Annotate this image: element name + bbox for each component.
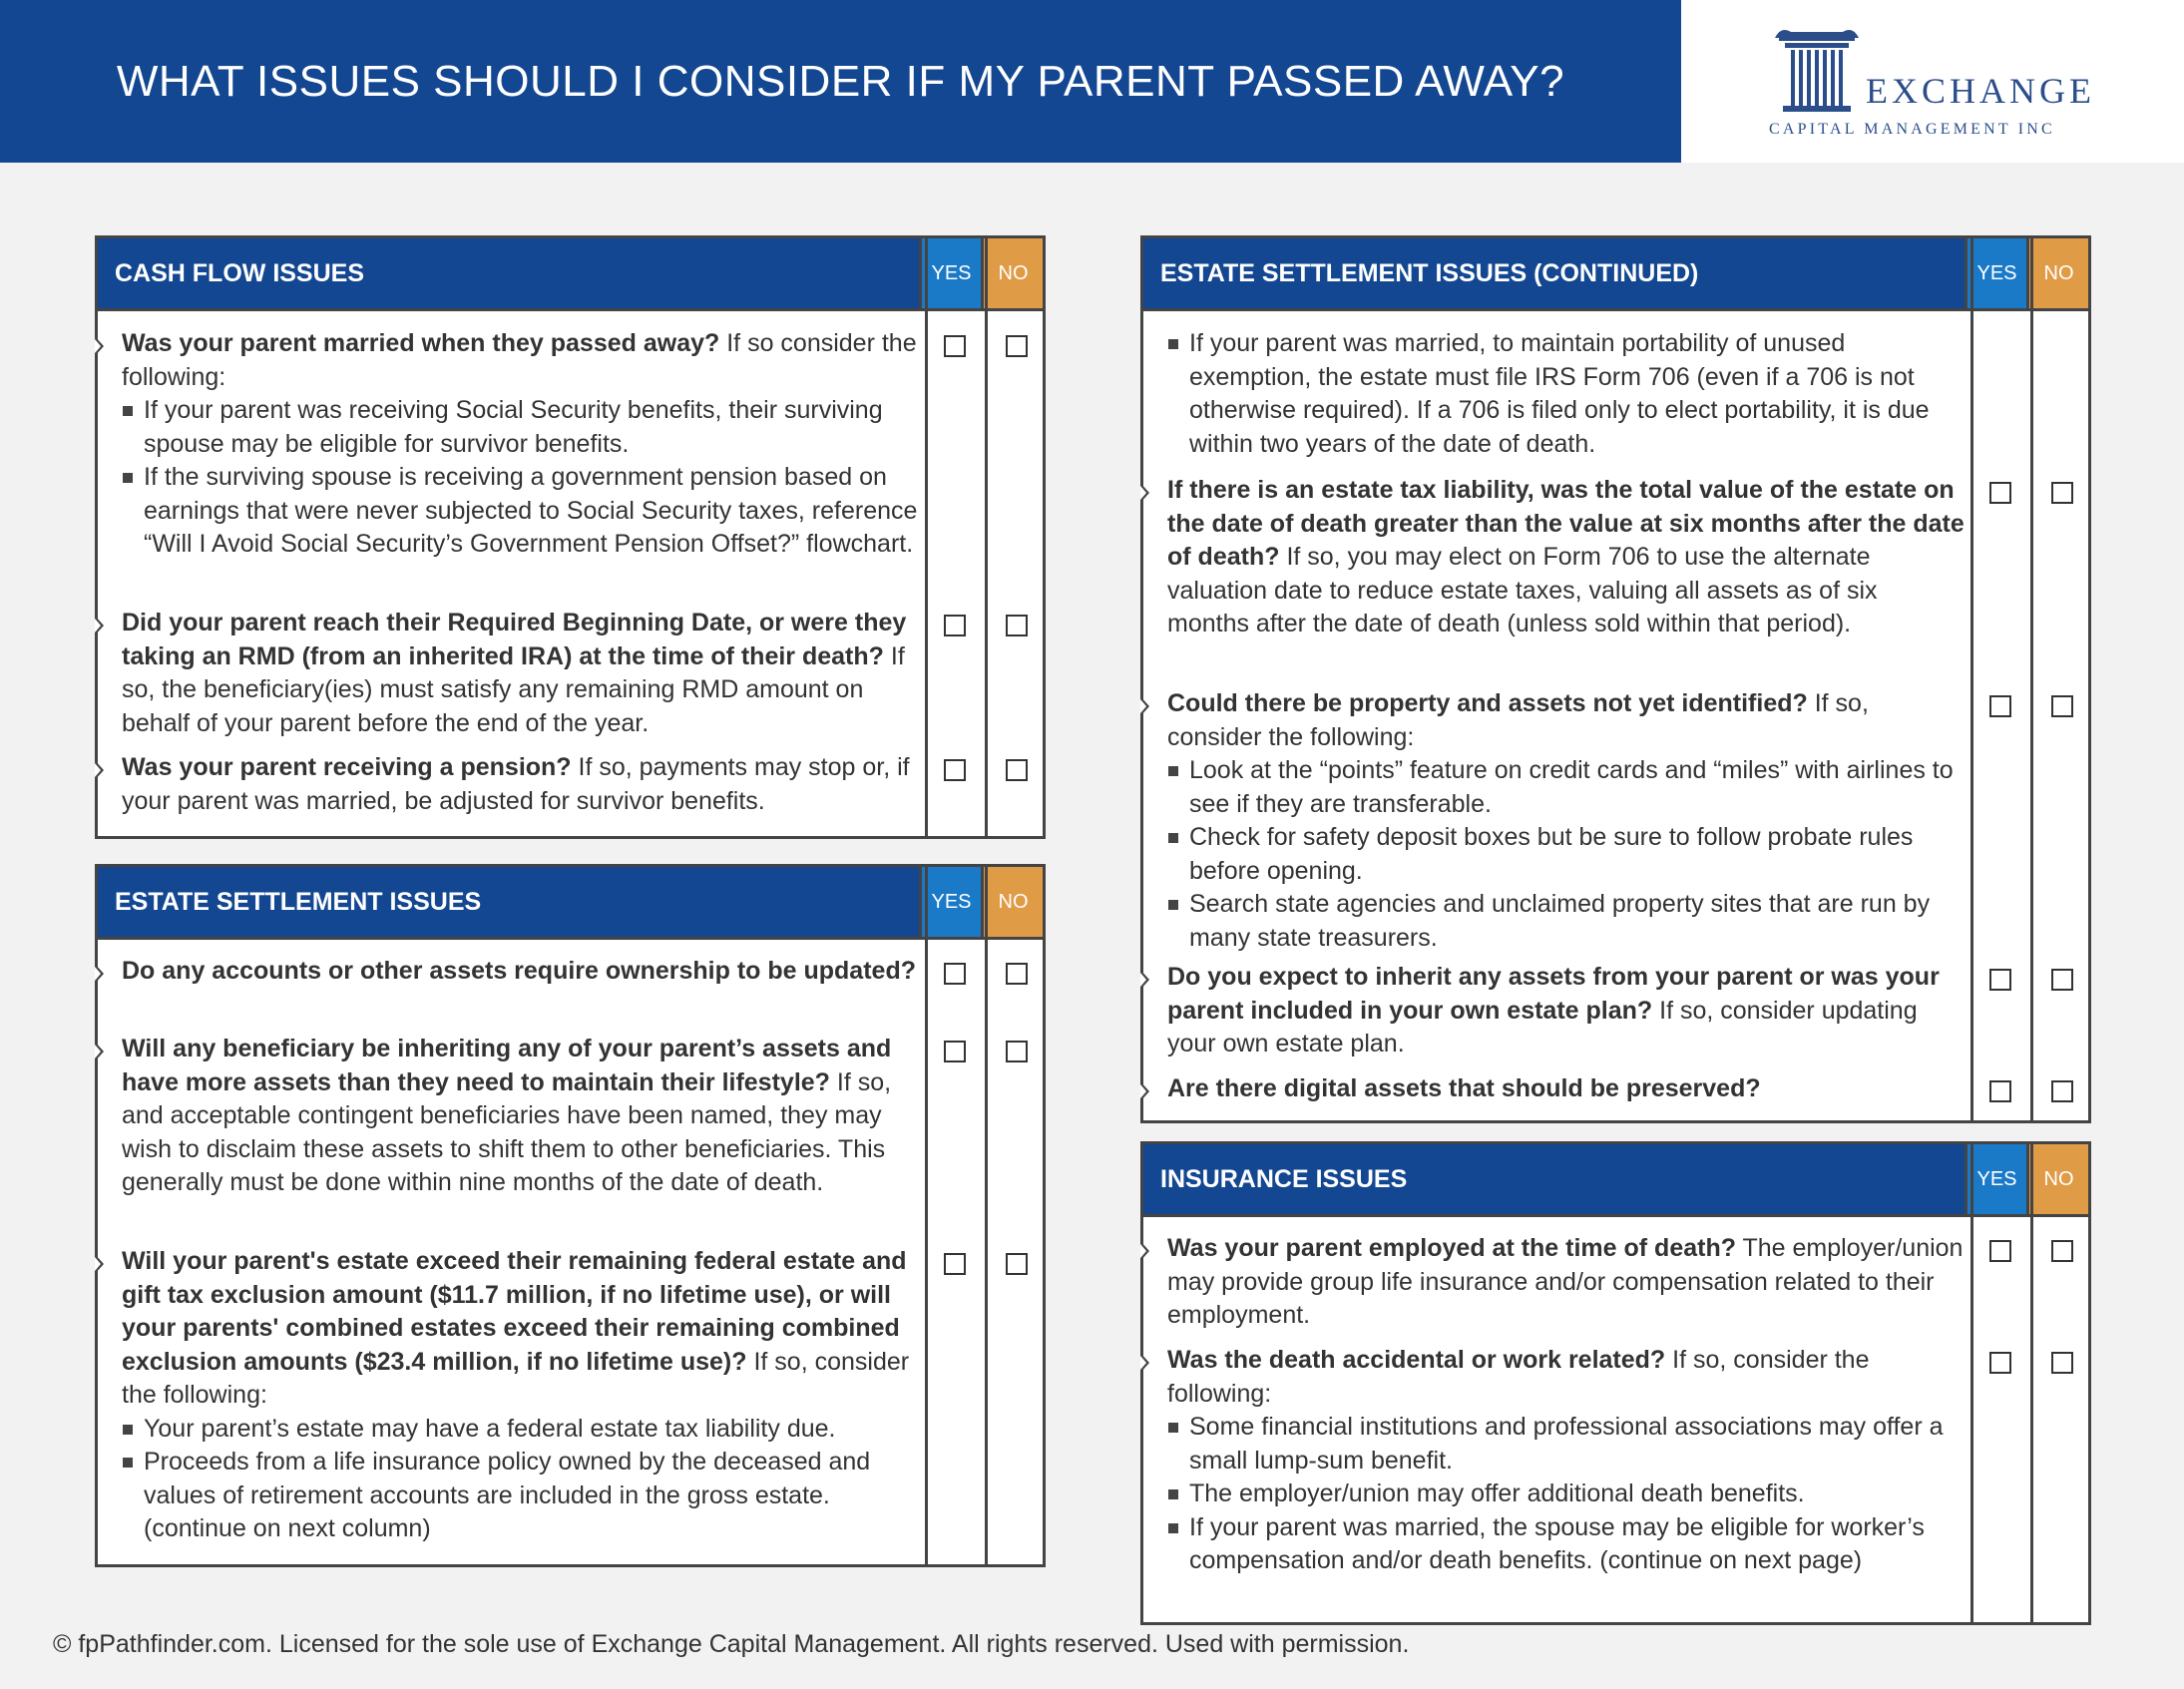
question-marker — [1140, 1241, 1149, 1261]
panel-cash-flow — [95, 235, 1046, 839]
yes-checkbox[interactable] — [1989, 1240, 2011, 1262]
question-bold: Do you expect to inherit any assets from your parent or was your parent included in your own estate plan? — [1167, 963, 1940, 1025]
question-item — [1167, 1232, 1966, 1333]
panel-estate-settlement-continued — [1140, 235, 2091, 1123]
question-bold: Will any beneficiary be inheriting any of your parent’s assets and have more assets than they need to maintain their lifestyle? — [122, 1035, 892, 1096]
question-marker — [95, 964, 104, 984]
no-checkbox[interactable] — [2051, 1240, 2073, 1262]
no-checkbox[interactable] — [1006, 759, 1028, 781]
yes-checkbox[interactable] — [1989, 695, 2011, 717]
no-checkbox[interactable] — [2051, 1352, 2073, 1374]
panel-title: INSURANCE ISSUES — [1160, 1164, 1408, 1193]
no-checkbox[interactable] — [1006, 615, 1028, 636]
yes-column-header: YES — [919, 238, 981, 308]
yes-checkbox[interactable] — [1989, 1352, 2011, 1374]
question-text: The employer/union may provide group life insurance and/or compensation related to their employment. — [1167, 1234, 1964, 1329]
no-checkbox[interactable] — [2051, 482, 2073, 504]
panel-title: CASH FLOW ISSUES — [115, 258, 365, 287]
divider — [985, 867, 988, 1564]
question-bold: Was the death accidental or work related? — [1167, 1346, 1666, 1374]
no-column-header: NO — [2026, 1144, 2088, 1214]
yes-checkbox[interactable] — [1989, 482, 2011, 504]
no-column-header: NO — [981, 238, 1043, 308]
no-checkbox[interactable] — [2051, 1080, 2073, 1102]
panel-insurance — [1140, 1141, 2091, 1625]
bullet-item: If your parent was married, the spouse may be eligible for worker’s compensation and/or death benefits. (continue on next page) — [1167, 1511, 1966, 1578]
question-bold: Was your parent receiving a pension? — [122, 753, 572, 781]
question-marker — [95, 1042, 104, 1061]
column-logo-icon — [1769, 24, 1865, 116]
question-item — [122, 751, 920, 818]
yes-checkbox[interactable] — [944, 1253, 966, 1275]
no-checkbox[interactable] — [1006, 335, 1028, 357]
logo-wordmark: EXCHANGE — [1866, 71, 2095, 111]
question-bold: Are there digital assets that should be preserved? — [1167, 1074, 1761, 1102]
yes-column-header: YES — [919, 867, 981, 937]
question-item — [122, 1245, 920, 1546]
bullet-item: If your parent was married, to maintain portability of unused exemption, the estate must file IRS Form 706 (even if a 706 is not otherwise required). If a 706 is filed only to elect portability, it is due within two years of the date of death. — [1167, 327, 1966, 461]
question-item — [122, 327, 920, 562]
bullet-item: Check for safety deposit boxes but be sure to follow probate rules before opening. — [1167, 821, 1966, 888]
question-marker — [95, 1254, 104, 1274]
divider — [1143, 308, 2088, 311]
question-text: If so, you may elect on Form 706 to use the alternate valuation date to reduce estate taxes, valuing all assets as of six months after the date of death (unless sold within that period). — [1167, 543, 1878, 637]
question-item — [1167, 474, 1966, 641]
bullet-item: If your parent was receiving Social Security benefits, their surviving spouse may be eligible for survivor benefits. — [122, 394, 920, 461]
question-item — [122, 1033, 920, 1200]
question-marker — [1140, 696, 1149, 716]
footer-copyright: © fpPathfinder.com. Licensed for the sole use of Exchange Capital Management. All rights reserved. Used with permission. — [53, 1630, 1410, 1658]
question-marker — [1140, 1081, 1149, 1101]
yes-column-header: YES — [1965, 238, 2026, 308]
question-item — [1167, 687, 1966, 955]
divider — [1970, 1144, 1973, 1622]
panel-estate-settlement — [95, 864, 1046, 1567]
question-bold: Could there be property and assets not yet identified? — [1167, 689, 1808, 717]
yes-checkbox[interactable] — [944, 335, 966, 357]
panel-title: ESTATE SETTLEMENT ISSUES (CONTINUED) — [1160, 258, 1699, 287]
divider — [1143, 1214, 2088, 1217]
question-bold: Was your parent married when they passed away? — [122, 329, 720, 357]
panel-header — [1143, 238, 2088, 308]
no-column-header: NO — [981, 867, 1043, 937]
no-checkbox[interactable] — [1006, 1041, 1028, 1062]
logo-subtitle: CAPITAL MANAGEMENT INC — [1769, 121, 2055, 138]
bullet-item: Some financial institutions and professional associations may offer a small lump-sum benefit. — [1167, 1411, 1966, 1478]
question-text: If so, consider updating your own estate plan. — [1167, 996, 1918, 1057]
question-marker — [1140, 483, 1149, 503]
question-text: If so, consider the following: — [122, 1347, 910, 1409]
yes-checkbox[interactable] — [944, 1041, 966, 1062]
divider — [1970, 238, 1973, 1120]
divider — [98, 308, 1043, 311]
bullet-item: Your parent’s estate may have a federal estate tax liability due. — [122, 1413, 920, 1447]
question-marker — [95, 336, 104, 356]
yes-checkbox[interactable] — [1989, 969, 2011, 991]
question-item — [122, 955, 920, 989]
question-text: If so, consider the following: — [1167, 1346, 1870, 1408]
question-marker — [1140, 1353, 1149, 1373]
no-checkbox[interactable] — [2051, 695, 2073, 717]
question-text: If so, consider the following: — [1167, 689, 1869, 751]
bullet-item: Proceeds from a life insurance policy owned by the deceased and values of retirement accounts are included in the gross estate. (continue on next column) — [122, 1446, 920, 1546]
question-bold: Did your parent reach their Required Beginning Date, or were they taking an RMD (from an inherited IRA) at the time of their death? — [122, 609, 907, 670]
question-item — [1167, 1344, 1966, 1578]
yes-checkbox[interactable] — [944, 615, 966, 636]
panel-header — [1143, 1144, 2088, 1214]
question-text: If so, the beneficiary(ies) must satisfy any remaining RMD amount on behalf of your parent before the end of the year. — [122, 641, 905, 737]
divider — [925, 867, 928, 1564]
panel-header — [98, 867, 1043, 937]
panel-title: ESTATE SETTLEMENT ISSUES — [115, 887, 482, 916]
divider — [98, 937, 1043, 940]
page-title: WHAT ISSUES SHOULD I CONSIDER IF MY PARENT PASSED AWAY? — [116, 56, 1565, 106]
question-bold: Will your parent's estate exceed their remaining federal estate and gift tax exclusion amount ($11.7 million, if no lifetime use), or will your parents' combined estates exceed their remaining combined exclusion amounts ($23.4 million, if no lifetime use)? — [122, 1247, 907, 1376]
bullet-item: If the surviving spouse is receiving a government pension based on earnings that were never subjected to Social Security taxes, reference “Will I Avoid Social Security’s Government Pension Offset?” flowchart. — [122, 461, 920, 562]
yes-checkbox[interactable] — [944, 963, 966, 985]
no-checkbox[interactable] — [1006, 963, 1028, 985]
divider — [985, 238, 988, 836]
no-checkbox[interactable] — [1006, 1253, 1028, 1275]
divider — [2030, 238, 2033, 1120]
question-bold: Was your parent employed at the time of death? — [1167, 1234, 1736, 1262]
logo — [1681, 0, 2184, 163]
divider — [925, 238, 928, 836]
question-item — [122, 607, 920, 740]
yes-checkbox[interactable] — [944, 759, 966, 781]
bullet-item: Look at the “points” feature on credit cards and “miles” with airlines to see if they are transferable. — [1167, 754, 1966, 821]
question-text: If so consider the following: — [122, 329, 917, 391]
panel-header — [98, 238, 1043, 308]
yes-column-header: YES — [1965, 1144, 2026, 1214]
question-item — [1167, 961, 1966, 1061]
question-text: If so, and acceptable contingent beneficiaries have been named, they may wish to disclaim these assets to shift them to other beneficiaries. This generally must be done within nine months of the date of death. — [122, 1067, 892, 1196]
question-item — [1167, 1072, 1966, 1106]
question-text: If so, payments may stop or, if your parent was married, be adjusted for survivor benefits. — [122, 753, 910, 815]
yes-checkbox[interactable] — [1989, 1080, 2011, 1102]
divider — [2030, 1144, 2033, 1622]
question-bold: If there is an estate tax liability, was the total value of the estate on the date of death greater than the value at six months after the date of death? — [1167, 476, 1965, 571]
no-column-header: NO — [2026, 238, 2088, 308]
question-marker — [95, 616, 104, 635]
question-item — [1167, 327, 1966, 461]
question-marker — [95, 760, 104, 780]
question-marker — [1140, 970, 1149, 990]
question-bold: Do any accounts or other assets require ownership to be updated? — [122, 957, 916, 985]
bullet-item: Search state agencies and unclaimed property sites that are run by many state treasurers. — [1167, 888, 1966, 955]
bullet-item: The employer/union may offer additional death benefits. — [1167, 1478, 1966, 1511]
no-checkbox[interactable] — [2051, 969, 2073, 991]
